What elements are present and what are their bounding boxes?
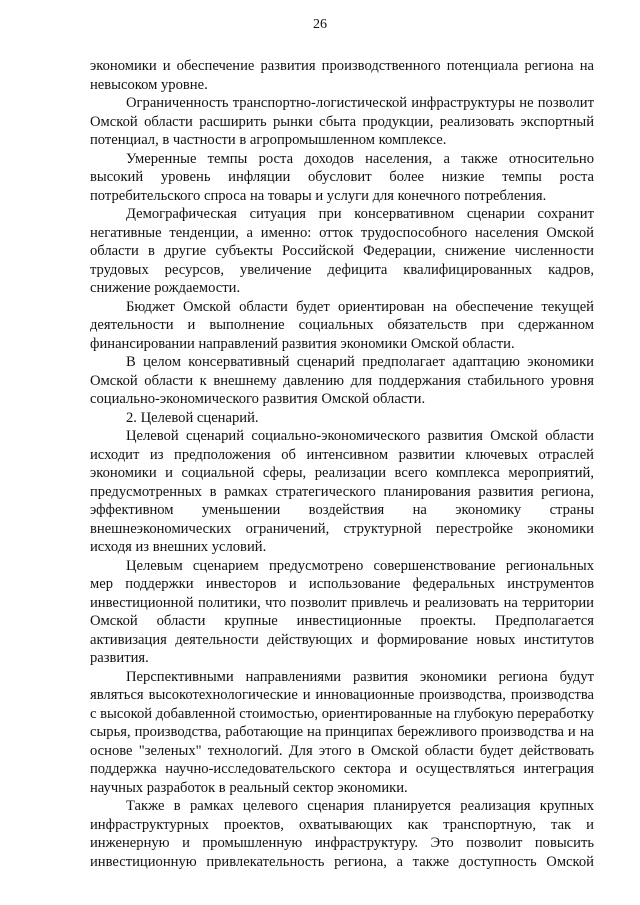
paragraph-conservative-summary: В целом консервативный сценарий предполагает адаптацию экономики Омской области к внешнему давлению для поддержания стабильного уровня социально-экономического развития Омской области. xyxy=(90,354,594,407)
paragraph-infrastructure: Ограниченность транспортно-логистической инфраструктуры не позволит Омской области расширить рынки сбыта продукции, реализовать экспортный потенциал, в частности в агропромышленном комплексе. xyxy=(90,95,594,148)
paragraph-target-scenario: Целевой сценарий социально-экономического развития Омской области исходит из предположения об интенсивном развитии ключевых отраслей экономики и социальной сферы, реализации всего комплекса мероприятий, предусмотренных в рамках стратегического планирования развития региона, эффективном уменьшении воздействия на экономику страны внешнеэкономических ограничений, структурной перестройке экономики исходя из внешних условий. xyxy=(90,428,594,555)
document-body xyxy=(90,57,594,871)
paragraph-investors: Целевым сценарием предусмотрено совершенствование региональных мер поддержки инвесторов и использование федеральных инструментов инвестиционной политики, что позволит привлечь и реализовать на территории Омской области крупные инвестиционные проекты. Предполагается активизация деятельности действующих и формирование новых институтов развития. xyxy=(90,557,594,666)
paragraph-directions: Перспективными направлениями развития экономики региона будут являться высокотехнологические и инновационные производства, производства с высокой добавленной стоимостью, ориентированные на глубокую переработку сырья, производства, работающие на принципах бережливого производства и на основе "зеленых" технологий. Для этого в Омской области будет действовать поддержка научно-исследовательского сектора и осуществляться интеграция научных разработок в реальный сектор экономики. xyxy=(90,668,594,796)
page-number: 26 xyxy=(313,17,327,32)
paragraph-continuation: экономики и обеспечение развития производственного потенциала региона на невысоком уровне. xyxy=(90,58,594,93)
paragraph-infrastructure-projects: Также в рамках целевого сценария планируется реализация крупных инфраструктурных проектов, охватывающих как транспортную, так и инженерную и промышленную инфраструктуру. Это позволит повысить инвестиционную привлекательность региона, а также доступность Омской xyxy=(90,798,594,870)
section-heading-target-scenario: 2. Целевой сценарий. xyxy=(126,409,259,426)
paragraph-budget: Бюджет Омской области будет ориентирован на обеспечение текущей деятельности и выполнение социальных обязательств при сдержанном финансировании направлений развития экономики Омской области. xyxy=(90,298,594,352)
paragraph-income: Умеренные темпы роста доходов населения, а также относительно высокий уровень инфляции обусловит более низкие темпы роста потребительского спроса на товары и услуги для конечного потребления. xyxy=(90,150,594,204)
paragraph-demography: Демографическая ситуация при консервативном сценарии сохранит негативные тенденции, а именно: отток трудоспособного населения Омской области в другие субъекты Российской Федерации, снижение численности трудовых ресурсов, увеличение дефицита квалифицированных кадров, снижение рождаемости. xyxy=(90,206,594,296)
